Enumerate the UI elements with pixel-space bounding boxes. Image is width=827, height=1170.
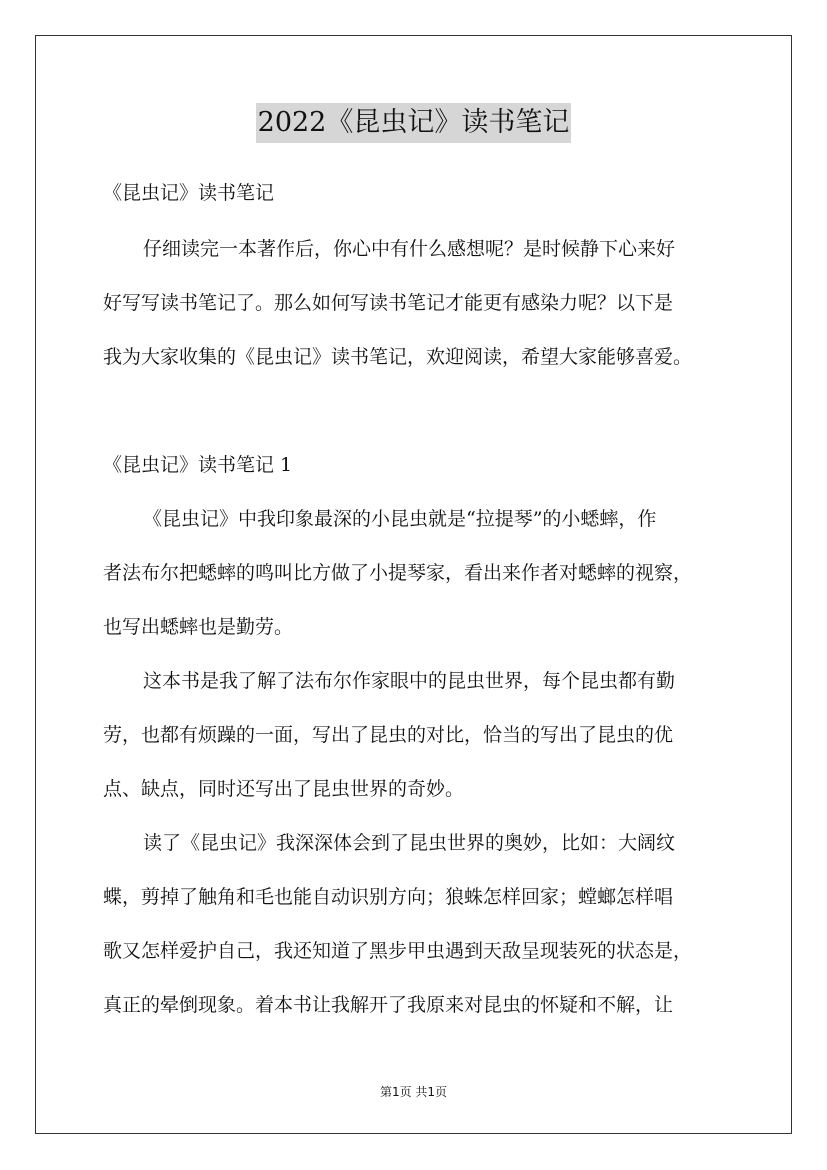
para3-line-4: 真正的晕倒现象。着本书让我解开了我原来对昆虫的怀疑和不解，让: [103, 994, 674, 1016]
para2-line-3: 点、缺点，同时还写出了昆虫世界的奇妙。: [103, 778, 465, 800]
intro-line-3: 我为大家收集的《昆虫记》读书笔记，欢迎阅读，希望大家能够喜爱。: [103, 346, 693, 368]
section-1-heading: 《昆虫记》读书笔记 1: [103, 454, 293, 476]
para1-line-1: 《昆虫记》中我印象最深的小昆虫就是“拉提琴”的小蟋蟀，作: [143, 508, 657, 530]
intro-line-2: 好写写读书笔记了。那么如何写读书笔记才能更有感染力呢？以下是: [103, 292, 674, 314]
page-footer: 第1页 共1页: [379, 1085, 448, 1099]
para1-line-2: 者法布尔把蟋蟀的鸣叫比方做了小提琴家，看出来作者对蟋蟀的视察，: [103, 562, 693, 584]
para2-line-1: 这本书是我了解了法布尔作家眼中的昆虫世界，每个昆虫都有勤: [143, 670, 676, 692]
para3-line-3: 歌又怎样爱护自己，我还知道了黑步甲虫遇到天敌呈现装死的状态是，: [103, 940, 693, 962]
para3-line-2: 蝶，剪掉了触角和毛也能自动识别方向；狼蛛怎样回家；螳螂怎样唱: [103, 886, 674, 908]
title-container: [0, 103, 827, 143]
para3-line-1: 读了《昆虫记》我深深体会到了昆虫世界的奥妙，比如：大阔纹: [143, 832, 676, 854]
document-title: 2022《昆虫记》读书笔记: [256, 103, 572, 143]
para2-line-2: 劳，也都有烦躁的一面，写出了昆虫的对比，恰当的写出了昆虫的优: [103, 724, 674, 746]
document-subtitle: 《昆虫记》读书笔记: [103, 182, 275, 204]
intro-line-1: 仔细读完一本著作后，你心中有什么感想呢？是时候静下心来好: [143, 238, 676, 260]
para1-line-3: 也写出蟋蟀也是勤劳。: [103, 616, 294, 638]
